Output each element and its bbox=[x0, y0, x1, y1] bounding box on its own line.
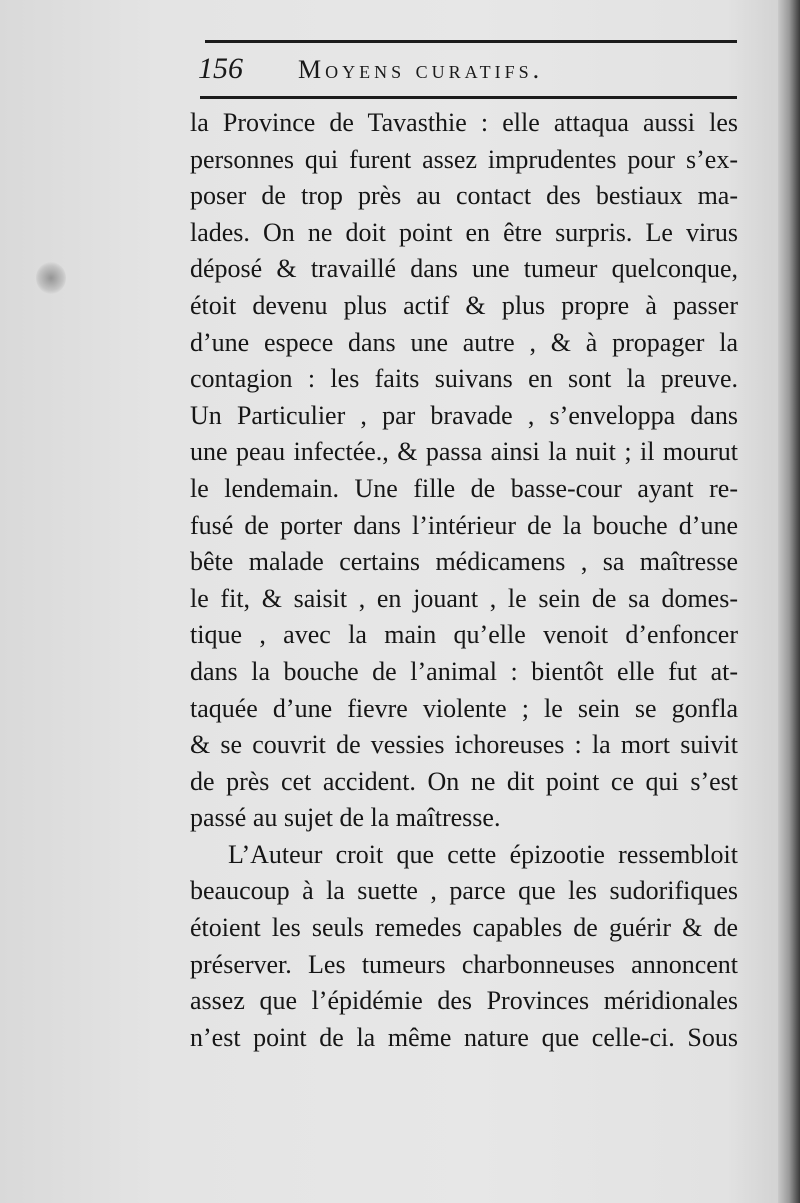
text-line: taquée d’une fievre violente ; le sein se gonfla bbox=[190, 693, 738, 723]
text-line: déposé & travaillé dans une tumeur quelconque, bbox=[190, 254, 738, 284]
text-line: dans la bouche de l’animal : bientôt elle fut at- bbox=[190, 656, 738, 686]
text-line: étoit devenu plus actif & plus propre à passer bbox=[190, 290, 738, 320]
text-line: poser de trop près au contact des bestiaux ma- bbox=[190, 181, 738, 211]
text-line: préserver. Les tumeurs charbonneuses annoncent bbox=[190, 949, 738, 979]
page-number: 156 bbox=[198, 52, 243, 85]
text-line: passé au sujet de la maîtresse. bbox=[190, 803, 501, 833]
header-rule-bottom bbox=[200, 96, 737, 99]
text-line: assez que l’épidémie des Provinces méridionales bbox=[190, 986, 738, 1016]
text-line: la Province de Tavasthie : elle attaqua aussi les bbox=[190, 108, 738, 137]
text-line: de près cet accident. On ne dit point ce qui s’est bbox=[190, 766, 738, 796]
header-rule-top bbox=[205, 40, 737, 43]
text-line: le lendemain. Une fille de basse-cour ayant re- bbox=[190, 473, 738, 503]
text-line: n’est point de la même nature que celle-ci. Sous bbox=[190, 1022, 738, 1052]
text-line: une peau infectée., & passa ainsi la nuit ; il mourut bbox=[190, 437, 738, 467]
text-line: fusé de porter dans l’intérieur de la bouche d’une bbox=[190, 510, 738, 540]
text-line: lades. On ne doit point en être surpris. Le virus bbox=[190, 217, 738, 247]
text-line: Un Particulier , par bravade , s’enveloppa dans bbox=[190, 400, 738, 430]
text-line: étoient les seuls remedes capables de guérir & de bbox=[190, 913, 738, 943]
body-text bbox=[190, 105, 738, 1056]
text-line: le fit, & saisit , en jouant , le sein de sa domes- bbox=[190, 583, 738, 613]
text-line: tique , avec la main qu’elle venoit d’enfoncer bbox=[190, 620, 738, 650]
text-line: bête malade certains médicamens , sa maîtresse bbox=[190, 547, 738, 577]
text-line: personnes qui furent assez imprudentes pour s’ex- bbox=[190, 144, 738, 174]
ink-smudge bbox=[36, 262, 66, 294]
text-line: d’une espece dans une autre , & à propager la bbox=[190, 327, 738, 357]
text-line: beaucoup à la suette , parce que les sudorifiques bbox=[190, 876, 738, 906]
text-line: L’Auteur croit que cette épizootie ressembloit bbox=[228, 839, 738, 869]
text-line: & se couvrit de vessies ichoreuses : la mort suivit bbox=[190, 730, 738, 760]
page-edge-shadow bbox=[778, 0, 800, 1203]
text-line: contagion : les faits suivans en sont la preuve. bbox=[190, 364, 738, 394]
running-head: Moyens curatifs. bbox=[298, 55, 544, 84]
